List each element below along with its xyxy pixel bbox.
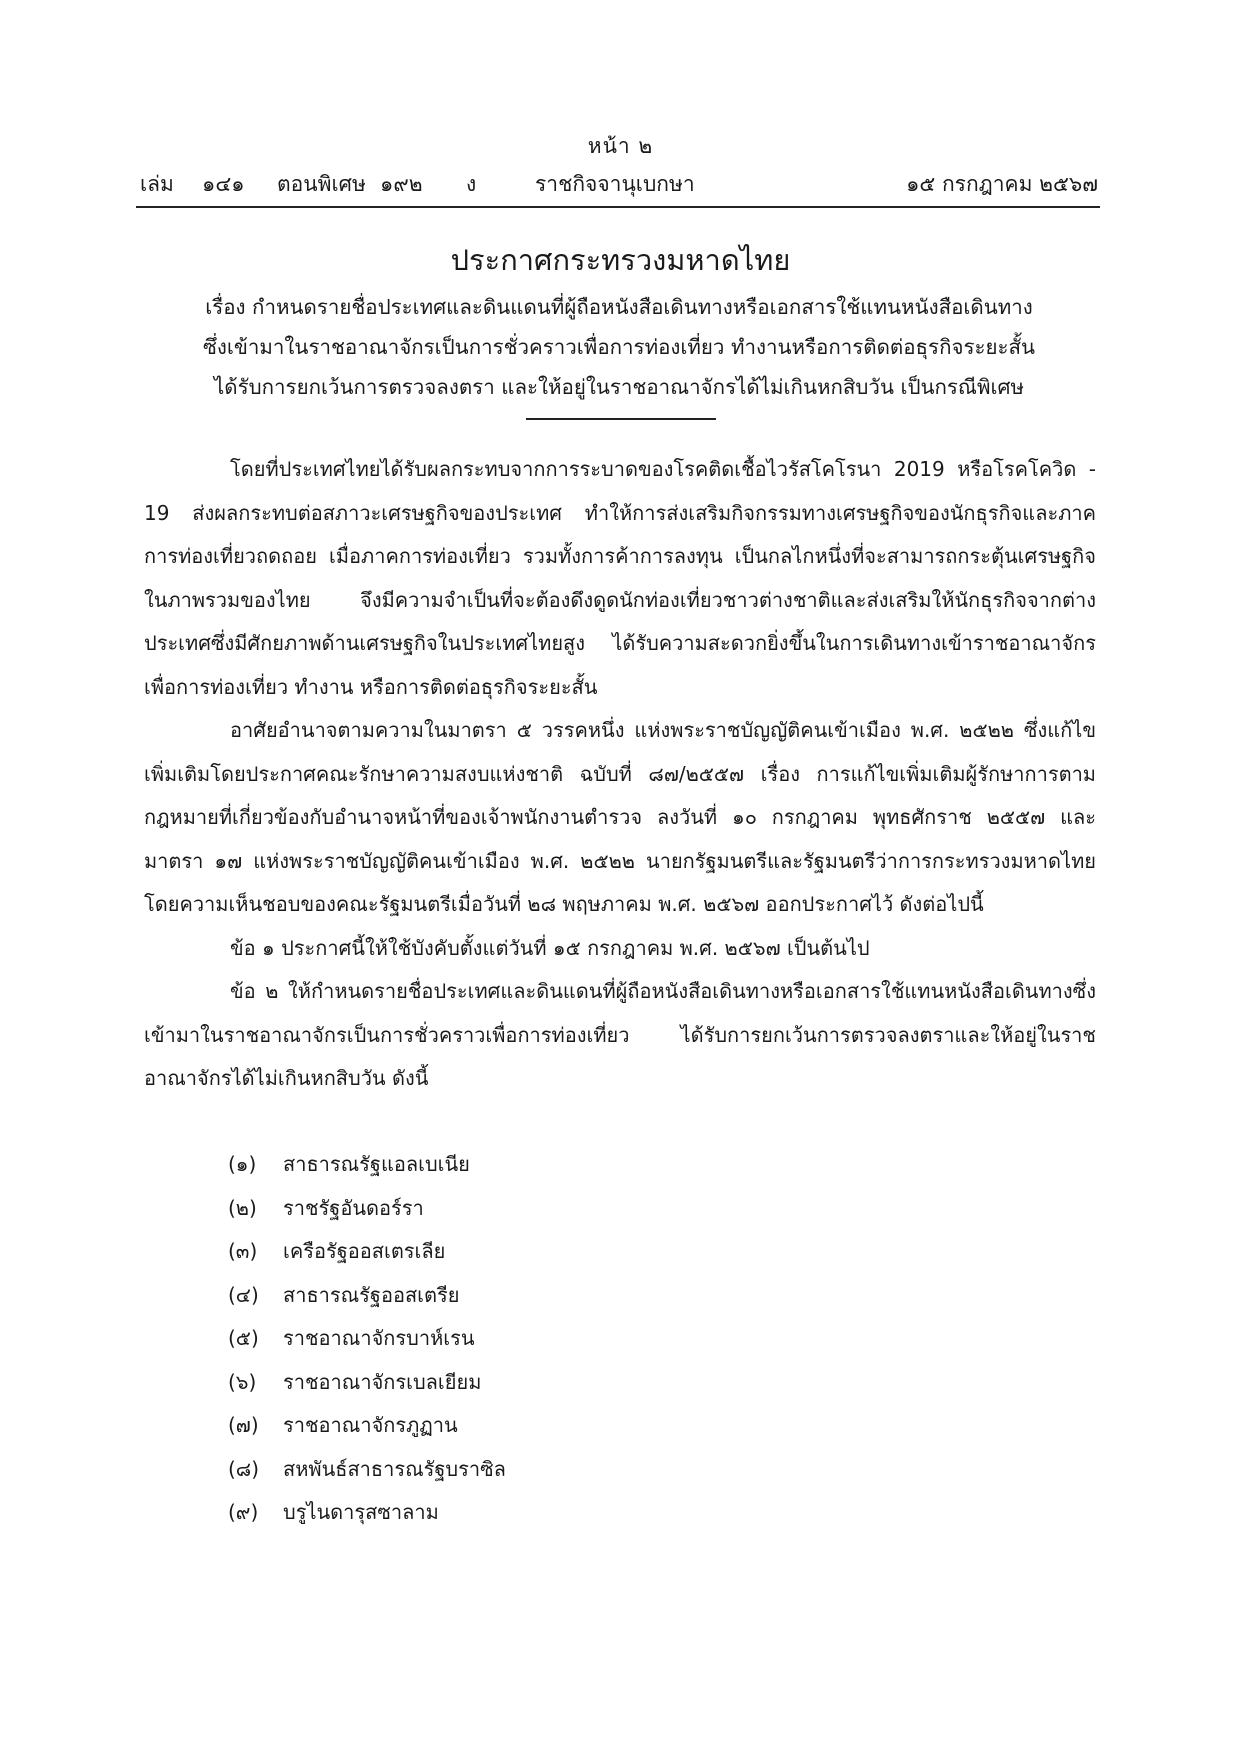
preamble-paragraph: โดยที่ประเทศไทยได้รับผลกระทบจากการระบาดของโรคติดเชื้อไวรัสโคโรนา 2019 หรือโรคโควิด - 19 ส่งผลกระทบต่อสภาวะเศรษฐกิจของประเทศ ทำให้การส่งเสริมกิจกรรมทางเศรษฐกิจของนักธุรกิจและภาคการท่องเที่ยวถดถอย เมื่อภาคการท่องเที่ยว รวมทั้งการค้าการลงทุน เป็นกลไกหนึ่งที่จะสามารถกระตุ้นเศรษฐกิจในภาพรวมของไทย จึงมีความจำเป็นที่จะต้องดึงดูดนักท่องเที่ยวชาวต่างชาติและส่งเสริมให้นักธุรกิจจากต่างประเทศซึ่งมีศักยภาพด้านเศรษฐกิจในประเทศไทยสูง ได้รับความสะดวกยิ่งขึ้นในการเดินทางเข้าราชอาณาจักรเพื่อการท่องเที่ยว ทำงาน หรือการติดต่อธุรกิจระยะสั้น [144, 457, 1096, 699]
issue-suffix: ง [466, 172, 477, 196]
list-item-country: สหพันธ์สาธารณรัฐบราซิล [283, 1456, 506, 1481]
list-item-country: ราชอาณาจักรภูฏาน [283, 1413, 458, 1437]
announcement-body [144, 448, 1096, 1101]
list-item-number: (๘) [228, 1456, 260, 1481]
list-item [228, 1361, 506, 1405]
list-item [228, 1317, 506, 1361]
list-item-country: สาธารณรัฐออสเตรีย [283, 1282, 460, 1307]
list-item-number: (๗) [228, 1413, 259, 1437]
list-item-number: (๑) [228, 1152, 257, 1176]
volume-label: เล่ม [140, 172, 174, 196]
list-item-number: (๕) [228, 1326, 259, 1350]
header-divider [136, 206, 1100, 208]
list-item [228, 1274, 506, 1318]
gazette-header [140, 168, 1098, 202]
list-item-country: ราชอาณาจักรเบลเยียม [283, 1369, 482, 1394]
list-item-number: (๓) [228, 1239, 258, 1263]
country-list [228, 1143, 506, 1535]
subject-divider [526, 418, 716, 420]
subject-line: ซึ่งเข้ามาในราชอาณาจักรเป็นการชั่วคราวเพื่อการท่องเที่ยว ทำงานหรือการติดต่อธุรกิจระยะสั้น [202, 335, 1036, 359]
list-item [228, 1491, 506, 1535]
volume-number: ๑๔๑ [202, 172, 245, 196]
subject-line: เรื่อง กำหนดรายชื่อประเทศและดินแดนที่ผู้ถือหนังสือเดินทางหรือเอกสารใช้แทนหนังสือเดินทาง [205, 295, 1033, 319]
list-item-country: ราชอาณาจักรบาห์เรน [283, 1326, 475, 1350]
list-item-country: เครือรัฐออสเตรเลีย [283, 1239, 446, 1263]
page-number: หน้า ๒ [587, 134, 654, 158]
clause-2: ข้อ ๒ ให้กำหนดรายชื่อประเทศและดินแดนที่ผู้ถือหนังสือเดินทางหรือเอกสารใช้แทนหนังสือเดินทางซึ่งเข้ามาในราชอาณาจักรเป็นการชั่วคราวเพื่อการท่องเที่ยว ได้รับการยกเว้นการตรวจลงตราและให้อยู่ในราชอาณาจักรได้ไม่เกินหกสิบวัน ดังนี้ [144, 979, 1096, 1090]
list-item [228, 1230, 506, 1274]
issue-number: ๑๙๒ [380, 172, 423, 196]
list-item-number: (๖) [228, 1369, 257, 1394]
issue-label: ตอนพิเศษ [277, 172, 366, 196]
authority-paragraph: อาศัยอำนาจตามความในมาตรา ๕ วรรคหนึ่ง แห่งพระราชบัญญัติคนเข้าเมือง พ.ศ. ๒๕๒๒ ซึ่งแก้ไขเพิ่มเติมโดยประกาศคณะรักษาความสงบแห่งชาติ ฉบับที่ ๘๗/๒๕๕๗ เรื่อง การแก้ไขเพิ่มเติมผู้รักษาการตามกฎหมายที่เกี่ยวข้องกับอำนาจหน้าที่ของเจ้าพนักงานตำรวจ ลงวันที่ ๑๐ กรกฎาคม พุทธศักราช ๒๕๕๗ และมาตรา ๑๗ แห่งพระราชบัญญัติคนเข้าเมือง พ.ศ. ๒๕๒๒ นายกรัฐมนตรีและรัฐมนตรีว่าการกระทรวงมหาดไทย โดยความเห็นชอบของคณะรัฐมนตรีเมื่อวันที่ ๒๘ พฤษภาคม พ.ศ. ๒๕๖๗ ออกประกาศไว้ ดังต่อไปนี้ [144, 718, 1096, 916]
clause-1: ข้อ ๑ ประกาศนี้ให้ใช้บังคับตั้งแต่วันที่ ๑๕ กรกฎาคม พ.ศ. ๒๕๖๗ เป็นต้นไป [230, 935, 870, 960]
list-item [228, 1448, 506, 1492]
announcement-title: ประกาศกระทรวงมหาดไทย [450, 243, 791, 277]
list-item [228, 1143, 506, 1187]
list-item-country: สาธารณรัฐแอลเบเนีย [283, 1152, 470, 1176]
gazette-name: ราชกิจจานุเบกษา [535, 172, 695, 196]
subject-line: ได้รับการยกเว้นการตรวจลงตรา และให้อยู่ในราชอาณาจักรได้ไม่เกินหกสิบวัน เป็นกรณีพิเศษ [213, 375, 1024, 399]
list-item-number: (๔) [228, 1282, 259, 1307]
list-item-country: ราชรัฐอันดอร์รา [283, 1195, 424, 1220]
gazette-date: ๑๕ กรกฎาคม ๒๕๖๗ [906, 172, 1098, 196]
list-item [228, 1187, 506, 1231]
announcement-subject [140, 287, 1098, 407]
list-item-number: (๙) [228, 1500, 259, 1524]
list-item-country: บรูไนดารุสซาลาม [283, 1500, 439, 1524]
list-item [228, 1404, 506, 1448]
list-item-number: (๒) [228, 1195, 257, 1220]
